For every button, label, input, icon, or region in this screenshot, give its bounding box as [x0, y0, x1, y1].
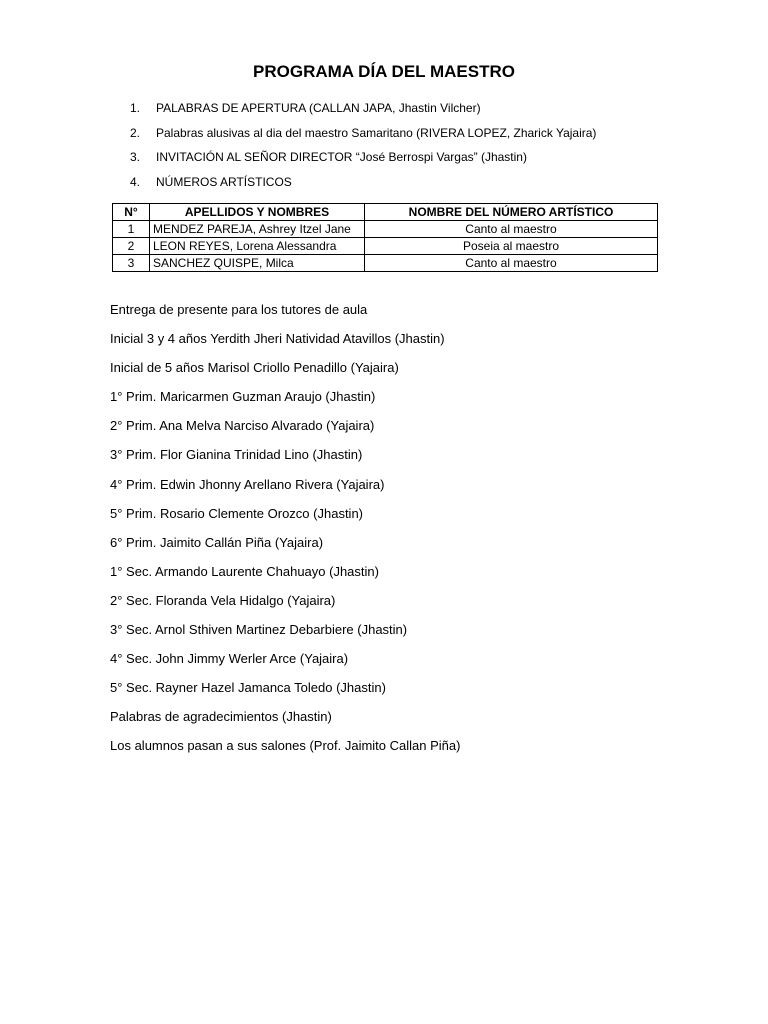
- list-item: [130, 170, 596, 195]
- list-item: [130, 121, 596, 146]
- tutor-gift-list: [110, 299, 460, 765]
- list-item-text: PALABRAS DE APERTURA (CALLAN JAPA, Jhastin Vilcher): [156, 101, 481, 116]
- list-item: [130, 96, 596, 121]
- paragraph-line: 6° Prim. Jaimito Callán Piña (Yajaira): [110, 534, 324, 550]
- paragraph-line: 4° Sec. John Jimmy Werler Arce (Yajaira): [110, 651, 349, 667]
- page-title: PROGRAMA DÍA DEL MAESTRO: [253, 62, 515, 81]
- cell-name: LEON REYES, Lorena Alessandra: [150, 238, 365, 255]
- paragraph-line: 5° Prim. Rosario Clemente Orozco (Jhastin): [110, 505, 363, 521]
- cell-number: 1: [113, 221, 150, 238]
- cell-number: 3: [113, 255, 150, 272]
- list-item-text: INVITACIÓN AL SEÑOR DIRECTOR “José Berrospi Vargas” (Jhastin): [156, 150, 527, 165]
- paragraph-line: 2° Sec. Floranda Vela Hidalgo (Yajaira): [110, 592, 336, 608]
- paragraph-line: 3° Sec. Arnol Sthiven Martinez Debarbiere (Jhastin): [110, 622, 408, 638]
- list-item-text: NÚMEROS ARTÍSTICOS: [156, 174, 292, 189]
- cell-act: Canto al maestro: [365, 221, 658, 238]
- paragraph-line: Inicial 3 y 4 años Yerdith Jheri Natividad Atavillos (Jhastin): [110, 331, 445, 347]
- paragraph-line: 3° Prim. Flor Gianina Trinidad Lino (Jhastin): [110, 447, 363, 463]
- cell-name: SANCHEZ QUISPE, Milca: [150, 255, 365, 272]
- paragraph-line: 1° Sec. Armando Laurente Chahuayo (Jhastin): [110, 563, 379, 579]
- paragraph-line: 4° Prim. Edwin Jhonny Arellano Rivera (Yajaira): [110, 476, 385, 492]
- paragraph-line: 5° Sec. Rayner Hazel Jamanca Toledo (Jhastin): [110, 680, 386, 696]
- artistic-numbers-table: [112, 203, 658, 272]
- program-list: [130, 96, 596, 194]
- list-item-number: 4.: [130, 174, 141, 189]
- list-item-number: 3.: [130, 150, 141, 165]
- cell-name: MENDEZ PAREJA, Ashrey Itzel Jane: [150, 221, 365, 238]
- list-item-number: 2.: [130, 125, 141, 140]
- paragraph-line: 1° Prim. Maricarmen Guzman Araujo (Jhastin): [110, 389, 376, 405]
- table-row: [113, 221, 658, 238]
- header-names: APELLIDOS Y NOMBRES: [150, 204, 365, 221]
- cell-act: Poseia al maestro: [365, 238, 658, 255]
- cell-number: 2: [113, 238, 150, 255]
- paragraph-line: 2° Prim. Ana Melva Narciso Alvarado (Yajaira): [110, 418, 375, 434]
- table-header-row: [113, 204, 658, 221]
- header-number: N°: [113, 204, 150, 221]
- paragraph-line: Los alumnos pasan a sus salones (Prof. Jaimito Callan Piña): [110, 738, 461, 754]
- header-act: NOMBRE DEL NÚMERO ARTÍSTICO: [365, 204, 658, 221]
- list-item-text: Palabras alusivas al dia del maestro Samaritano (RIVERA LOPEZ, Zharick Yajaira): [156, 125, 597, 140]
- table-row: [113, 238, 658, 255]
- paragraph-line: Inicial de 5 años Marisol Criollo Penadillo (Yajaira): [110, 360, 399, 376]
- cell-act: Canto al maestro: [365, 255, 658, 272]
- paragraph-line: Entrega de presente para los tutores de aula: [110, 302, 368, 317]
- table-row: [113, 255, 658, 272]
- list-item: [130, 145, 596, 170]
- list-item-number: 1.: [130, 101, 141, 116]
- paragraph-line: Palabras de agradecimientos (Jhastin): [110, 709, 332, 725]
